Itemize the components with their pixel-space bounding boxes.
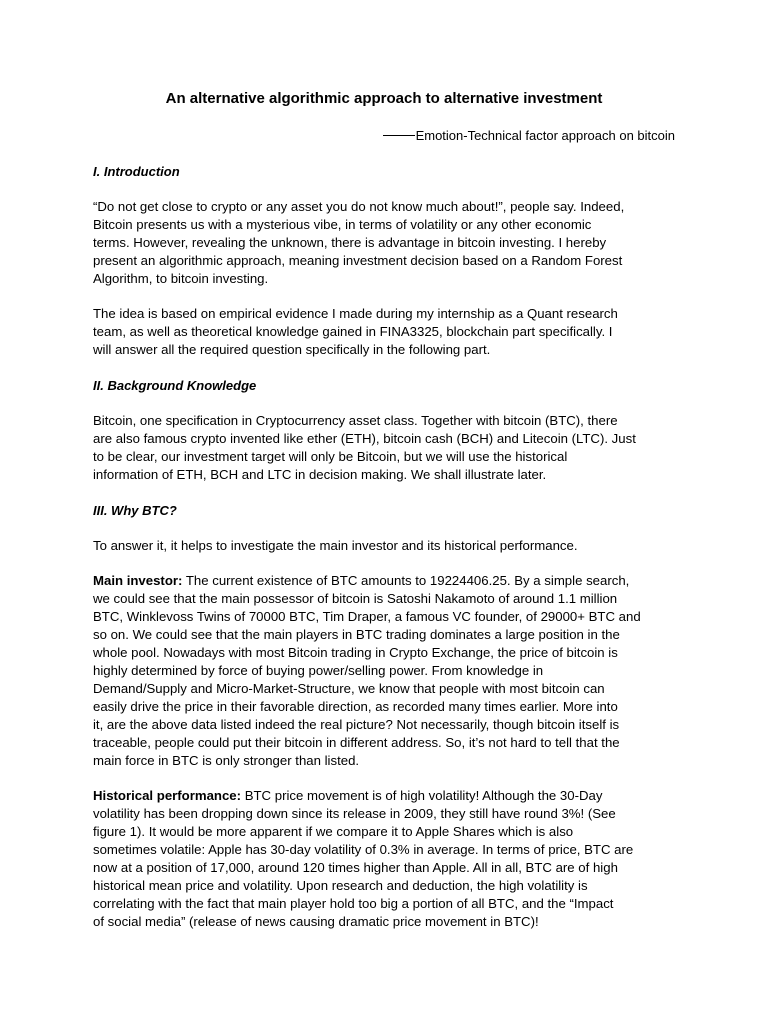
paragraph-line: main force in BTC is only stronger than listed. <box>93 753 360 768</box>
paragraph-line: of social media” (release of news causing dramatic price movement in BTC)! <box>93 914 539 929</box>
subtitle-text: Emotion-Technical factor approach on bitcoin <box>415 128 675 143</box>
paragraph-line: highly determined by force of buying power/selling power. From knowledge in <box>93 663 544 678</box>
paragraph-line: present an algorithmic approach, meaning investment decision based on a Random Forest <box>93 253 623 268</box>
paragraph-line: correlating with the fact that main player hold too big a portion of all BTC, and the “Impact <box>93 896 614 911</box>
paragraph-line: now at a position of 17,000, around 120 times higher than Apple. All in all, BTC are of high <box>93 860 618 875</box>
paragraph-line: historical mean price and volatility. Upon research and deduction, the high volatility is <box>93 878 588 893</box>
section-heading-why-btc: III. Why BTC? <box>93 503 177 518</box>
paragraph-line: team, as well as theoretical knowledge gained in FINA3325, blockchain part specifically. I <box>93 324 613 339</box>
paragraph-line: it, are the above data listed indeed the real picture? Not necessarily, though bitcoin itself is <box>93 717 620 732</box>
section-heading-introduction: I. Introduction <box>93 164 180 179</box>
paragraph-line: BTC, Winklevoss Twins of 70000 BTC, Tim Draper, a famous VC founder, of 29000+ BTC and <box>93 609 641 624</box>
paragraph-line: traceable, people could put their bitcoin in different address. So, it’s not hard to tell that the <box>93 735 620 750</box>
paragraph-line: Demand/Supply and Micro-Market-Structure, we know that people with most bitcoin can <box>93 681 605 696</box>
paragraph-line: Algorithm, to bitcoin investing. <box>93 271 269 286</box>
paragraph-line: so on. We could see that the main players in BTC trading dominates a large position in the <box>93 627 620 642</box>
historical-performance-label: Historical performance: <box>93 788 242 803</box>
document-title: An alternative algorithmic approach to alternative investment <box>165 90 603 107</box>
paragraph-line: The idea is based on empirical evidence I made during my internship as a Quant research <box>93 306 618 321</box>
paragraph-line <box>93 572 629 590</box>
paragraph-line: figure 1). It would be more apparent if we compare it to Apple Shares which is also <box>93 824 574 839</box>
paragraph-line: easily drive the price in their favorable direction, as recorded many times earlier. More into <box>93 699 618 714</box>
paragraph-line: Bitcoin, one specification in Cryptocurrency asset class. Together with bitcoin (BTC), there <box>93 413 618 428</box>
paragraph-line: whole pool. Nowadays with most Bitcoin trading in Crypto Exchange, the price of bitcoin is <box>93 645 618 660</box>
paragraph-line: are also famous crypto invented like ether (ETH), bitcoin cash (BCH) and Litecoin (LTC). Just <box>93 431 636 446</box>
main-investor-label: Main investor: <box>93 573 183 588</box>
paragraph-line: will answer all the required question specifically in the following part. <box>93 342 491 357</box>
paragraph-line: Bitcoin presents us with a mysterious vibe, in terms of volatility or any other economic <box>93 217 592 232</box>
main-investor-text: The current existence of BTC amounts to 19224406.25. By a simple search, <box>182 573 630 588</box>
paragraph-line: terms. However, revealing the unknown, there is advantage in bitcoin investing. I hereby <box>93 235 607 250</box>
paragraph-line: information of ETH, BCH and LTC in decision making. We shall illustrate later. <box>93 467 547 482</box>
em-dash-rule <box>383 135 415 136</box>
section-heading-background: II. Background Knowledge <box>93 378 257 393</box>
paragraph-line: “Do not get close to crypto or any asset you do not know much about!”, people say. Indeed, <box>93 199 625 214</box>
document-subtitle <box>383 127 675 144</box>
historical-performance-text: BTC price movement is of high volatility! Although the 30-Day <box>241 788 603 803</box>
paragraph-line: sometimes volatile: Apple has 30-day volatility of 0.3% in average. In terms of price, BTC are <box>93 842 634 857</box>
paragraph-line: volatility has been dropping down since its release in 2009, they still have round 3%! (See <box>93 806 616 821</box>
paragraph-line: to be clear, our investment target will only be Bitcoin, but we will use the historical <box>93 449 568 464</box>
paragraph-line: we could see that the main possessor of bitcoin is Satoshi Nakamoto of around 1.1 million <box>93 591 618 606</box>
paragraph-line: To answer it, it helps to investigate the main investor and its historical performance. <box>93 538 578 553</box>
paragraph-line <box>93 787 602 805</box>
